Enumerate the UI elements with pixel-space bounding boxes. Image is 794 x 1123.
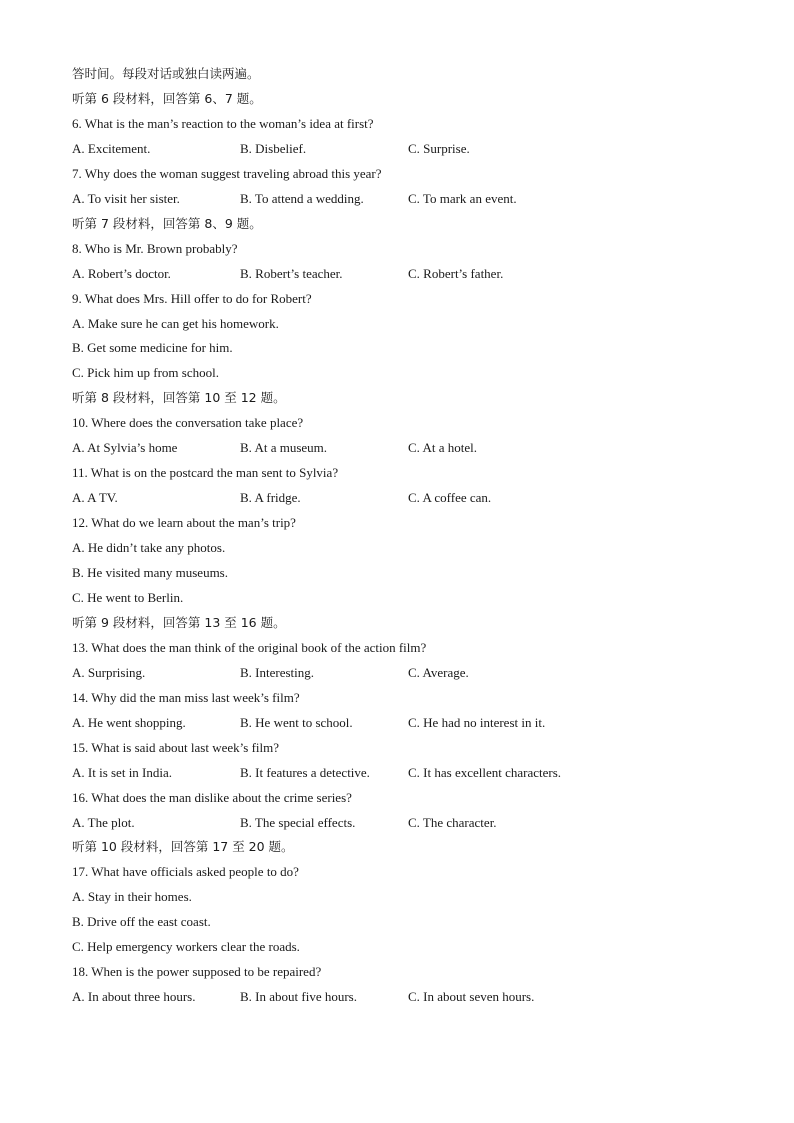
question-text: 17. What have officials asked people to do? (72, 864, 299, 879)
answer-option: A. The plot. (72, 815, 135, 830)
answer-option: B. Robert’s teacher. (240, 266, 343, 281)
question-text: B. He visited many museums. (72, 565, 228, 580)
section-instruction: 听第 7 段材料，回答第 8、9 题。 (72, 216, 262, 231)
answer-option: C. In about seven hours. (408, 989, 535, 1004)
question-text: 6. What is the man’s reaction to the woman’s idea at first? (72, 116, 374, 131)
answer-option: A. A TV. (72, 490, 118, 505)
answer-option: B. A fridge. (240, 490, 301, 505)
question-text: 7. Why does the woman suggest traveling abroad this year? (72, 166, 382, 181)
question-text: 13. What does the man think of the original book of the action film? (72, 640, 427, 655)
answer-options-row (72, 438, 692, 458)
question-text: 14. Why did the man miss last week’s film? (72, 690, 300, 705)
answer-option: C. He had no interest in it. (408, 715, 546, 730)
answer-option: B. He went to school. (240, 715, 353, 730)
question-text: 18. When is the power supposed to be repaired? (72, 964, 322, 979)
answer-option: C. Robert’s father. (408, 266, 504, 281)
answer-options-row (72, 713, 692, 733)
question-text: A. Make sure he can get his homework. (72, 316, 279, 331)
answer-option: C. A coffee can. (408, 490, 492, 505)
answer-options-row (72, 813, 692, 833)
section-instruction: 答时间。每段对话或独白读两遍。 (72, 66, 260, 81)
answer-option: B. To attend a wedding. (240, 191, 364, 206)
answer-option: C. At a hotel. (408, 440, 477, 455)
question-text: B. Get some medicine for him. (72, 340, 233, 355)
answer-option: C. It has excellent characters. (408, 765, 562, 780)
answer-options-row (72, 189, 692, 209)
question-text: 16. What does the man dislike about the crime series? (72, 790, 352, 805)
answer-option: B. The special effects. (240, 815, 356, 830)
answer-option: C. The character. (408, 815, 497, 830)
question-text: C. Help emergency workers clear the roads. (72, 939, 300, 954)
answer-options-row (72, 987, 692, 1007)
section-instruction: 听第 10 段材料，回答第 17 至 20 题。 (72, 839, 294, 854)
answer-option: A. He went shopping. (72, 715, 186, 730)
answer-option: A. Excitement. (72, 141, 151, 156)
section-instruction: 听第 8 段材料，回答第 10 至 12 题。 (72, 390, 286, 405)
answer-options-row (72, 763, 692, 783)
answer-option: A. At Sylvia’s home (72, 440, 178, 455)
question-text: B. Drive off the east coast. (72, 914, 211, 929)
answer-options-row (72, 139, 692, 159)
question-text: 12. What do we learn about the man’s trip? (72, 515, 296, 530)
answer-option: C. To mark an event. (408, 191, 517, 206)
answer-option: C. Surprise. (408, 141, 470, 156)
answer-options-row (72, 488, 692, 508)
question-text: 9. What does Mrs. Hill offer to do for Robert? (72, 291, 312, 306)
question-text: A. He didn’t take any photos. (72, 540, 226, 555)
answer-option: A. In about three hours. (72, 989, 196, 1004)
answer-options-row (72, 264, 692, 284)
answer-option: A. To visit her sister. (72, 191, 180, 206)
question-text: C. He went to Berlin. (72, 590, 184, 605)
section-instruction: 听第 6 段材料，回答第 6、7 题。 (72, 91, 262, 106)
question-text: 11. What is on the postcard the man sent to Sylvia? (72, 465, 339, 480)
answer-option: C. Average. (408, 665, 469, 680)
answer-option: B. It features a detective. (240, 765, 370, 780)
answer-option: B. Interesting. (240, 665, 315, 680)
answer-options-row (72, 663, 692, 683)
question-text: C. Pick him up from school. (72, 365, 219, 380)
question-text: 15. What is said about last week’s film? (72, 740, 279, 755)
answer-option: B. Disbelief. (240, 141, 307, 156)
question-text: 10. Where does the conversation take place? (72, 415, 304, 430)
answer-option: A. Robert’s doctor. (72, 266, 171, 281)
question-text: 8. Who is Mr. Brown probably? (72, 241, 238, 256)
question-text: A. Stay in their homes. (72, 889, 192, 904)
answer-option: A. It is set in India. (72, 765, 173, 780)
section-instruction: 听第 9 段材料，回答第 13 至 16 题。 (72, 615, 286, 630)
answer-option: B. In about five hours. (240, 989, 357, 1004)
answer-option: B. At a museum. (240, 440, 328, 455)
answer-option: A. Surprising. (72, 665, 146, 680)
